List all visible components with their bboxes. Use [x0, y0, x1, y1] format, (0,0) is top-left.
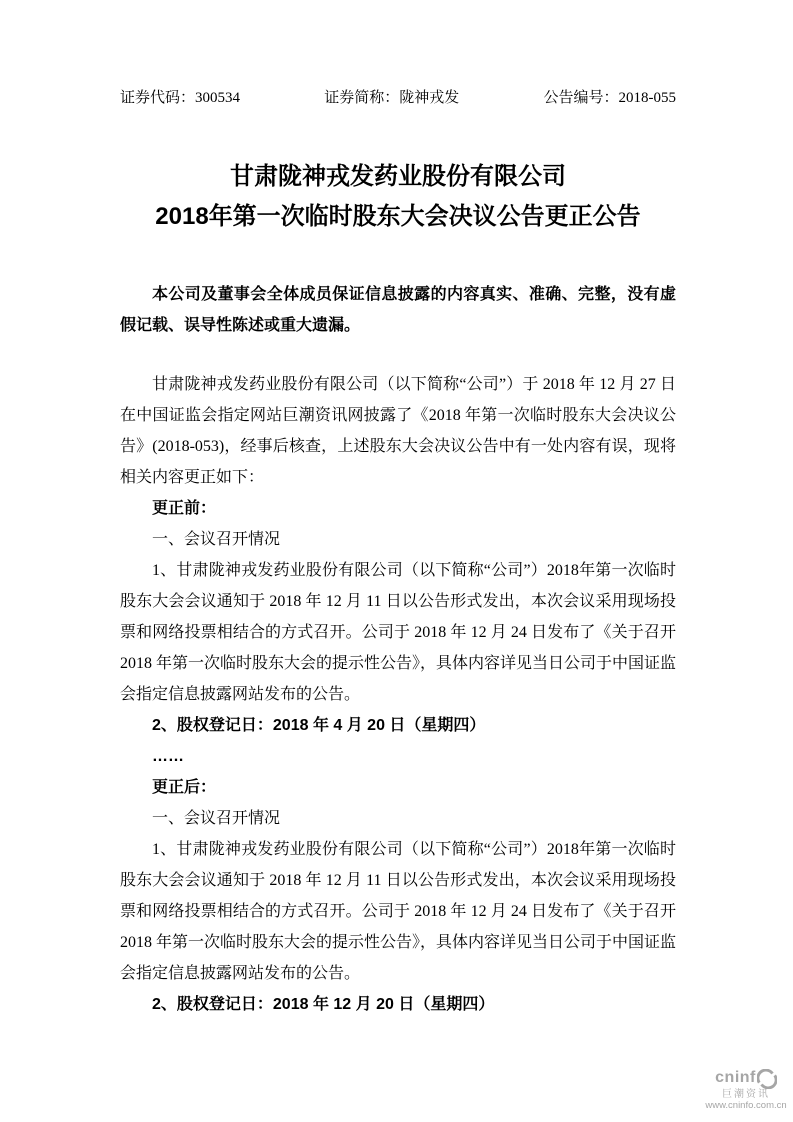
- doc-header: [120, 88, 676, 109]
- before-record-date: 2、股权登记日：2018 年 4 月 20 日（星期四）: [152, 717, 486, 734]
- company-name-title: 甘肃陇神戎发药业股份有限公司: [230, 163, 566, 190]
- before-meeting-paragraph: 1、甘肃陇神戎发药业股份有限公司（以下简称“公司”）2018年第一次临时股东大会会议通知于 2018 年 12 月 11 日以公告形式发出，本次会议采用现场投票和网络投票相结合的方式召开。公司于 2018 年 12 月 24 日发布了《关于召开 2018 年第一次临时股东大会的提示性公告》，具体内容详见当日公司于中国证监会指定信息披露网站发布的公告。: [120, 562, 677, 703]
- cninfo-logo-row: [703, 1069, 789, 1089]
- announcement-number: 公告编号：2018-055: [543, 90, 676, 106]
- cninfo-chinese-name: 巨潮资讯: [722, 1088, 770, 1100]
- cninfo-swirl-icon: [757, 1069, 777, 1089]
- disclosure-statement: 本公司及董事会全体成员保证信息披露的内容真实、准确、完整，没有虚假记载、误导性陈述或重大遗漏。: [120, 286, 676, 334]
- section-after-heading: 更正后：: [152, 779, 217, 796]
- stock-code: 证券代码：300534: [120, 90, 241, 106]
- intro-paragraph: 甘肃陇神戎发药业股份有限公司（以下简称“公司”）于 2018 年 12 月 27 日在中国证监会指定网站巨潮资讯网披露了《2018 年第一次临时股东大会决议公告》(2018-053)，经事后核查，上述股东大会决议公告中有一处内容有误，现将相关内容更正如下：: [120, 376, 676, 486]
- ellipsis-line: ……: [152, 748, 184, 765]
- cninfo-brand-text: cninf: [715, 1069, 756, 1087]
- announcement-title: 2018年第一次临时股东大会决议公告更正公告: [155, 203, 641, 230]
- section-before-heading: 更正前：: [152, 500, 217, 517]
- cninfo-logo: [703, 1069, 789, 1112]
- after-meeting-paragraph: 1、甘肃陇神戎发药业股份有限公司（以下简称“公司”）2018年第一次临时股东大会会议通知于 2018 年 12 月 11 日以公告形式发出，本次会议采用现场投票和网络投票相结合的方式召开。公司于 2018 年 12 月 24 日发布了《关于召开 2018 年第一次临时股东大会的提示性公告》，具体内容详见当日公司于中国证监会指定信息披露网站发布的公告。: [120, 841, 677, 982]
- stock-short-name: 证券简称：陇神戎发: [324, 90, 460, 106]
- cninfo-url: www.cninfo.com.cn: [705, 1100, 787, 1112]
- after-sub-heading: 一、会议召开情况: [152, 810, 281, 827]
- before-sub-heading: 一、会议召开情况: [152, 531, 281, 548]
- after-record-date: 2、股权登记日：2018 年 12 月 20 日（星期四）: [152, 996, 495, 1013]
